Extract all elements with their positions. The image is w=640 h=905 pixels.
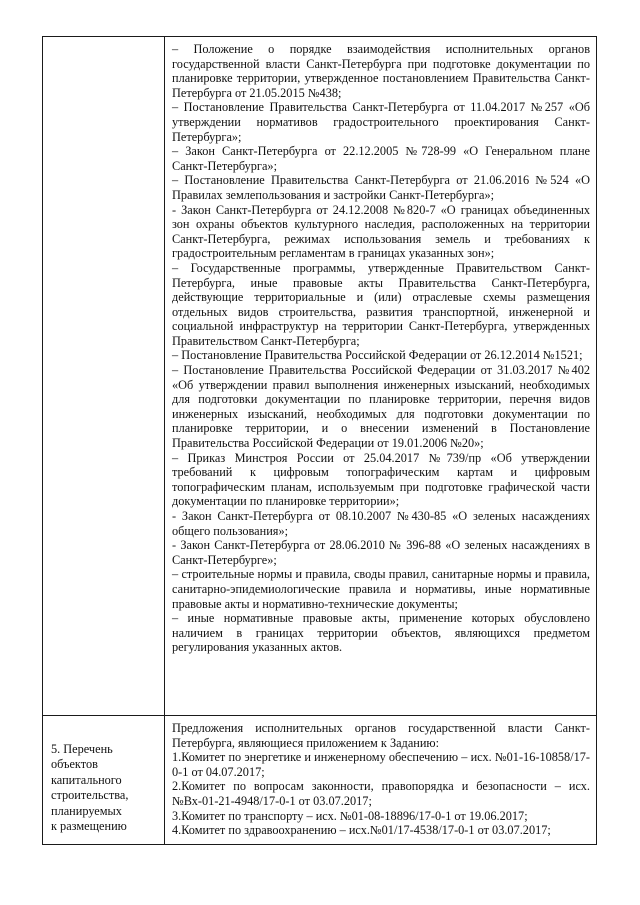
proposals-block xyxy=(165,716,596,842)
row-label-line: объектов xyxy=(51,757,98,772)
list-item: - Закон Санкт-Петербурга от 28.06.2010 № 396-88 «О зеленых насаждениях в Санкт-Петербурге»; xyxy=(172,538,590,567)
list-item: 3.Комитет по транспорту – исх. №01-08-18896/17-0-1 от 19.06.2017; xyxy=(172,808,528,823)
list-item: – Постановление Правительства Российской Федерации от 26.12.2014 №1521; xyxy=(172,348,583,363)
requirements-table xyxy=(42,36,597,845)
list-item: – иные нормативные правовые акты, применение которых обусловлено наличием в границах территории объектов, являющихся предметом регулирования указанных актов. xyxy=(172,611,590,655)
row-content-cell xyxy=(165,716,597,845)
list-item: – Приказ Минстроя России от 25.04.2017 №739/пр «Об утверждении требований к цифровым топографическим картам и цифровым топографическим планам, используемым при подготовке графической части документации по планировке территории»; xyxy=(172,450,590,509)
list-item: 2.Комитет по вопросам законности, правопорядка и безопасности – исх. №Вх-01-21-4948/17-0-1 от 03.07.2017; xyxy=(172,779,590,808)
table-row xyxy=(43,37,597,716)
list-item: - Закон Санкт-Петербурга от 24.12.2008 №820-7 «О границах объединенных зон охраны объектов культурного наследия, расположенных на территории Санкт-Петербурга, режимах использования земель и требованиях к градостроительным регламентам в границах указанных зон»; xyxy=(172,202,590,261)
row-label-line: капитального xyxy=(51,772,122,787)
row-label-cell xyxy=(43,37,165,716)
list-item: – строительные нормы и правила, своды правил, санитарные нормы и правила, санитарно-эпидемиологические правила и нормативы, иные нормативные правовые акты и нормативно-технические документы; xyxy=(172,567,590,611)
list-item: – Постановление Правительства Санкт-Петербурга от 21.06.2016 №524 «О Правилах землепользования и застройки Санкт-Петербурга»; xyxy=(172,173,590,202)
list-item: 4.Комитет по здравоохранению – исх.№01/17-4538/17-0-1 от 03.07.2017; xyxy=(172,823,551,838)
row-label-line: планируемых xyxy=(51,803,122,818)
list-item: – Закон Санкт-Петербурга от 22.12.2005 №728-99 «О Генеральном плане Санкт-Петербурга»; xyxy=(172,144,590,173)
list-item: – Постановление Правительства Российской Федерации от 31.03.2017 №402 «Об утверждении правил выполнения инженерных изысканий, необходимых для подготовки документации по планировке территории, перечня видов инженерных изысканий, необходимых для подготовки документации по планировке территории, и о внесении изменений в Постановление Правительства Российской Федерации от 19.01.2006 №20»; xyxy=(172,363,590,451)
table-row xyxy=(43,716,597,845)
list-item: – Государственные программы, утвержденные Правительством Санкт-Петербурга, иные правовые акты Правительства Санкт-Петербурга, действующие территориальные и (или) отраслевые схемы размещения отдельных видов строительства, развития транспортной, инженерной и социальной инфраструктур на территории Санкт-Петербурга, утвержденных Правительством Санкт-Петербурга; xyxy=(172,260,590,348)
row-label-cell xyxy=(43,716,165,845)
list-item: – Положение о порядке взаимодействия исполнительных органов государственной власти Санкт-Петербурга при подготовке документации по планировке территории, утвержденное постановлением Правительства Санкт-Петербурга от 21.05.2015 №438; xyxy=(172,42,590,100)
legal-acts-list xyxy=(165,37,596,659)
row-label-line: к размещению xyxy=(51,819,127,834)
proposals-intro: Предложения исполнительных органов государственной власти Санкт-Петербурга, являющиеся приложением к Заданию: xyxy=(172,721,590,750)
proposals-list xyxy=(172,750,590,838)
row-label xyxy=(43,37,164,67)
row-label-line: 5. Перечень xyxy=(51,742,113,756)
row-content-cell xyxy=(165,37,597,716)
row-label-line: строительства, xyxy=(51,788,129,803)
row-label xyxy=(43,716,164,838)
list-item: 1.Комитет по энергетике и инженерному обеспечению – исх. №01-16-10858/17-0-1 от 04.07.2017; xyxy=(172,750,590,779)
list-item: - Закон Санкт-Петербурга от 08.10.2007 №430-85 «О зеленых насаждениях общего пользования»; xyxy=(172,509,590,538)
list-item: – Постановление Правительства Санкт-Петербурга от 11.04.2017 №257 «Об утверждении нормативов градостроительного проектирования Санкт-Петербурга»; xyxy=(172,100,590,144)
